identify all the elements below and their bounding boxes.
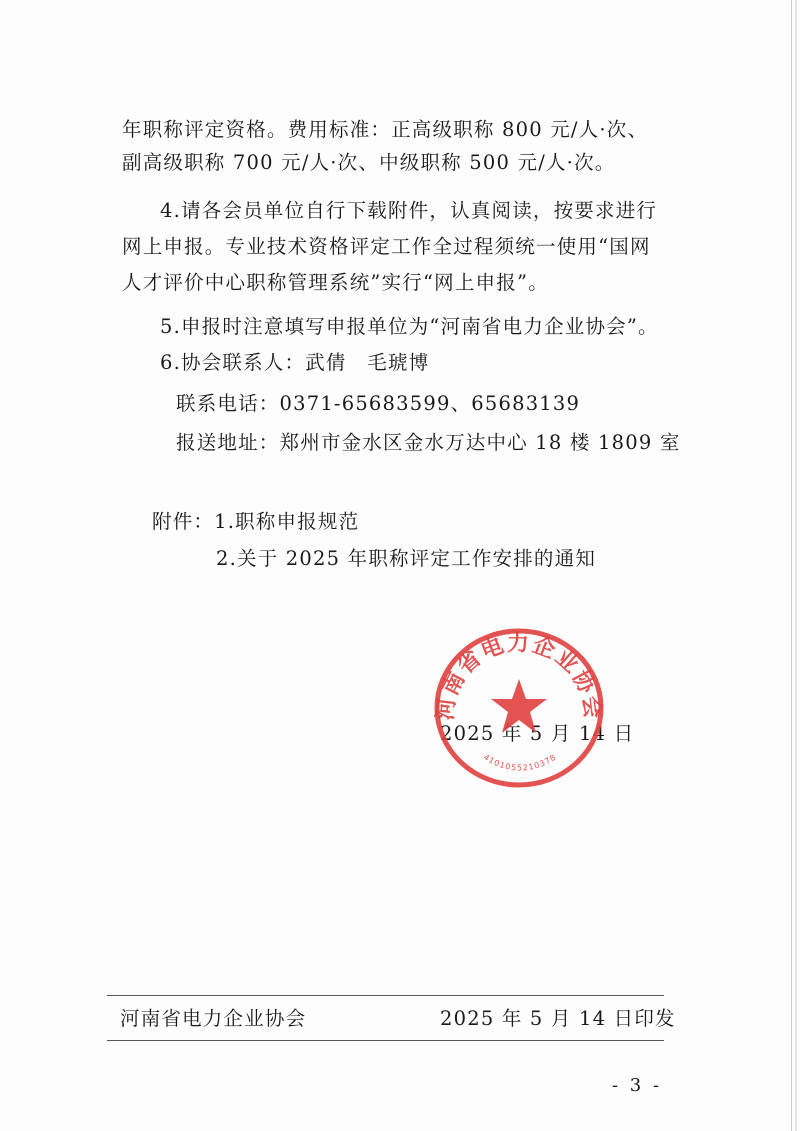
attachment-1: 附件：1.职称申报规范 [152, 510, 360, 533]
body-line-1: 年职称评定资格。费用标准：正高级职称 800 元/人·次、 [122, 118, 649, 141]
body-line-3: 4.请各会员单位自行下载附件，认真阅读，按要求进行 [160, 199, 658, 222]
footer-org: 河南省电力企业协会 [120, 1007, 307, 1030]
body-line-2: 副高级职称 700 元/人·次、中级职称 500 元/人·次。 [122, 151, 616, 174]
page-edge-line [791, 0, 792, 1131]
contact-address: 报送地址：郑州市金水区金水万达中心 18 楼 1809 室 [176, 431, 681, 454]
footer-issued-date: 2025 年 5 月 14 日印发 [440, 1007, 676, 1030]
contact-phone: 联系电话：0371-65683599、65683139 [176, 392, 581, 415]
footer-bottom-rule [107, 1040, 664, 1041]
footer-top-rule [107, 995, 664, 996]
page-number: - 3 - [612, 1075, 663, 1096]
page-edge-shadow [795, 0, 797, 1131]
body-line-6: 5.申报时注意填写申报单位为“河南省电力企业协会”。 [160, 315, 659, 338]
contact-persons: 6.协会联系人：武倩 毛琥博 [160, 351, 430, 374]
body-line-4: 网上申报。专业技术资格评定工作全过程须统一使用“国网 [122, 235, 651, 258]
official-seal-icon [433, 627, 605, 789]
attachment-2: 2.关于 2025 年职称评定工作安排的通知 [216, 547, 597, 570]
body-line-5: 人才评价中心职称管理系统”实行“网上申报”。 [122, 271, 549, 294]
signature-date: 2025 年 5 月 14 日 [440, 722, 635, 745]
svg-text:4101055210378 [482, 752, 558, 772]
seal-org-text: 河南省电力企业协会 [433, 631, 605, 722]
seal-code-text: 4101055210378 [481, 752, 559, 773]
